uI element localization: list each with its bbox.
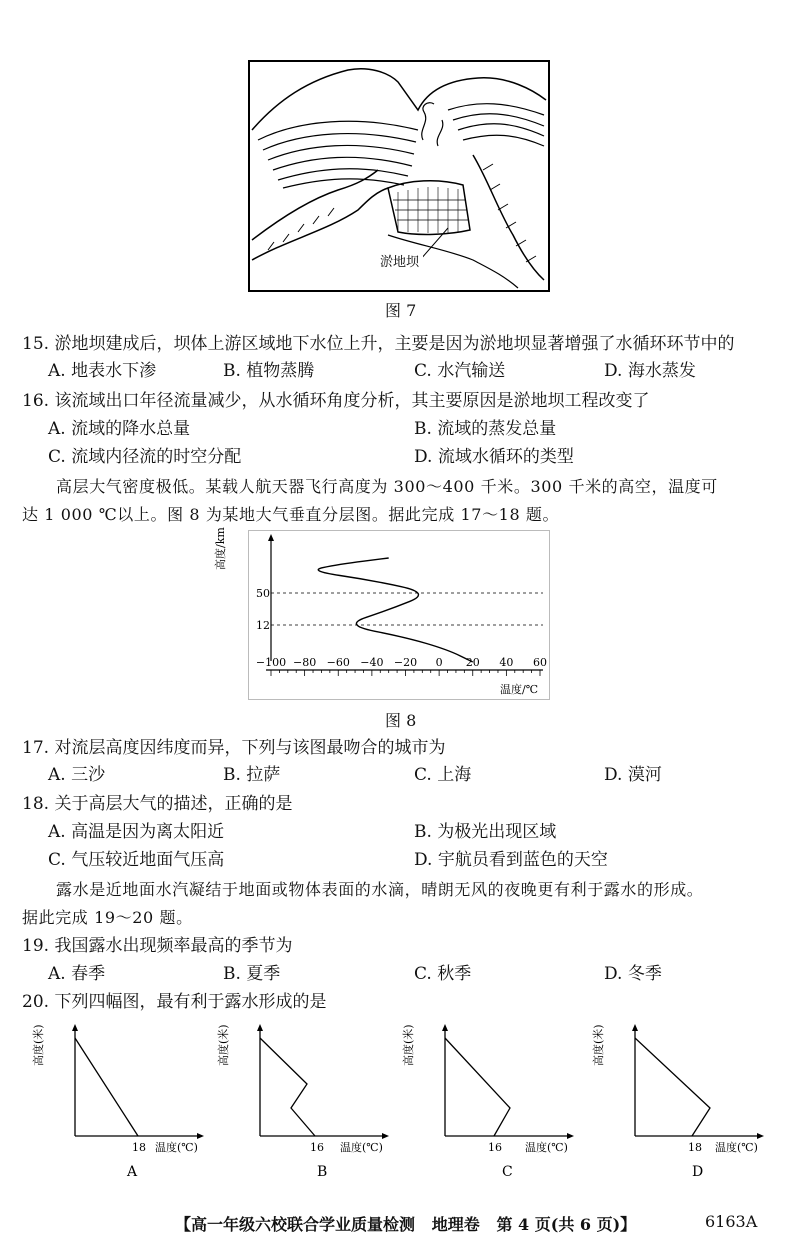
q18-option-a: A. 高温是因为离太阳近 <box>48 822 225 842</box>
x-tick-label: −40 <box>360 656 384 669</box>
q18-option-d: D. 宇航员看到蓝色的天空 <box>414 850 608 870</box>
mini-c-tick: 16 <box>488 1141 502 1154</box>
q15-option-c: C. 水汽输送 <box>414 361 506 381</box>
figure-7-caption: 图 7 <box>385 301 417 320</box>
mini-chart-d <box>592 1018 775 1187</box>
mini-a-ylabel: 高度(米) <box>32 1024 45 1066</box>
q18-option-b: B. 为极光出现区域 <box>414 822 557 842</box>
q16-option-b: B. 流域的蒸发总量 <box>414 419 557 439</box>
figure-8-caption: 图 8 <box>385 711 417 730</box>
q16-stem: 16. 该流域出口年径流量减少，从水循环角度分析，其主要原因是淤地坝工程改变了 <box>22 391 650 411</box>
mini-d-ylabel: 高度(米) <box>592 1024 605 1066</box>
x-tick-label: 60 <box>533 656 547 669</box>
x-tick-label: −100 <box>255 656 287 669</box>
footer-exam-name: 【高一年级六校联合学业质量检测 <box>175 1215 416 1234</box>
mini-chart-a <box>32 1018 215 1187</box>
q16-option-c: C. 流域内径流的时空分配 <box>48 447 242 467</box>
figure-7 <box>248 60 550 292</box>
q19-option-a: A. 春季 <box>48 964 106 984</box>
mini-d-letter: D <box>692 1164 704 1180</box>
footer <box>175 1212 636 1235</box>
y-axis-label: 高度/km <box>214 527 227 570</box>
q17-option-b: B. 拉萨 <box>223 765 281 785</box>
x-tick-label: 40 <box>499 656 514 669</box>
intro-19-20-line1: 露水是近地面水汽凝结于地面或物体表面的水滴，晴朗无风的夜晚更有利于露水的形成。 <box>56 880 704 899</box>
q15-stem: 15. 淤地坝建成后，坝体上游区域地下水位上升，主要是因为淤地坝显著增强了水循环环节中的 <box>22 334 735 354</box>
x-tick-label: −80 <box>293 656 317 669</box>
q18-stem: 18. 关于高层大气的描述，正确的是 <box>22 794 293 814</box>
y-tick-label-50: 50 <box>256 587 270 600</box>
x-tick-label: −60 <box>326 656 350 669</box>
figure-8 <box>214 527 550 700</box>
q16-option-a: A. 流域的降水总量 <box>48 419 191 439</box>
mini-c-letter: C <box>502 1164 513 1180</box>
mini-b-xlabel: 温度(℃) <box>340 1141 383 1154</box>
q19-option-b: B. 夏季 <box>223 964 281 984</box>
q20-stem: 20. 下列四幅图，最有利于露水形成的是 <box>22 992 327 1012</box>
mini-a-letter: A <box>127 1164 138 1180</box>
intro-17-18-line2: 达 1 000 ℃以上。图 8 为某地大气垂直分层图。据此完成 17～18 题。 <box>22 505 560 524</box>
q18-option-c: C. 气压较近地面气压高 <box>48 850 225 870</box>
intro-17-18-line1: 高层大气密度极低。某载人航天器飞行高度为 300～400 千米。300 千米的高空，温度可 <box>56 477 718 496</box>
footer-code: 6163A <box>705 1212 758 1231</box>
q17-option-d: D. 漠河 <box>604 765 662 785</box>
mini-chart-c <box>402 1018 585 1187</box>
mini-a-tick: 18 <box>132 1141 146 1154</box>
atmosphere-profile-chart <box>214 527 550 700</box>
mini-b-letter: B <box>317 1164 328 1180</box>
mini-a-xlabel: 温度(℃) <box>155 1141 198 1154</box>
check-dam-sketch <box>248 60 550 292</box>
x-tick-label: 20 <box>465 656 480 669</box>
footer-subject: 地理卷 <box>431 1215 480 1234</box>
x-tick-label: −20 <box>393 656 418 669</box>
mini-b-profile <box>260 1038 315 1136</box>
q17-stem: 17. 对流层高度因纬度而异，下列与该图最吻合的城市为 <box>22 738 446 758</box>
x-tick-label: 0 <box>435 656 443 669</box>
mini-chart-b <box>217 1018 400 1187</box>
mini-c-profile <box>445 1038 510 1136</box>
y-tick-label-12: 12 <box>256 619 270 632</box>
q19-stem: 19. 我国露水出现频率最高的季节为 <box>22 936 293 956</box>
mini-a-profile <box>75 1038 138 1136</box>
q17-option-c: C. 上海 <box>414 765 472 785</box>
q19-option-c: C. 秋季 <box>414 964 472 984</box>
intro-19-20-line2: 据此完成 19～20 题。 <box>22 908 193 927</box>
mini-d-tick: 18 <box>688 1141 702 1154</box>
check-dam-label: 淤地坝 <box>380 255 420 270</box>
footer-page: 第 4 页(共 6 页)】 <box>496 1215 637 1234</box>
x-axis-label: 温度/℃ <box>500 683 539 696</box>
q15-option-d: D. 海水蒸发 <box>604 361 696 381</box>
q16-option-d: D. 流域水循环的类型 <box>414 447 574 467</box>
mini-b-tick: 16 <box>310 1141 324 1154</box>
mini-c-ylabel: 高度(米) <box>402 1024 415 1066</box>
q17-option-a: A. 三沙 <box>48 765 106 785</box>
q19-option-d: D. 冬季 <box>604 964 662 984</box>
mini-c-xlabel: 温度(℃) <box>525 1141 568 1154</box>
mini-d-profile <box>635 1038 710 1136</box>
mini-b-ylabel: 高度(米) <box>217 1024 230 1066</box>
q15-option-b: B. 植物蒸腾 <box>223 361 315 381</box>
mini-d-xlabel: 温度(℃) <box>715 1141 758 1154</box>
q15-option-a: A. 地表水下渗 <box>48 361 157 381</box>
